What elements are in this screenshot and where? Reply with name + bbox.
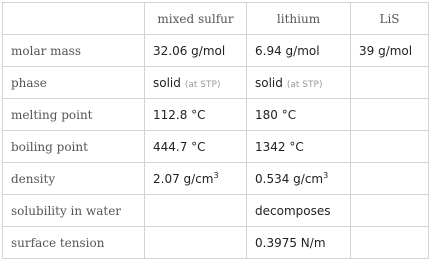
table-cell bbox=[247, 131, 351, 163]
cell-superscript: 3 bbox=[213, 170, 219, 180]
cell-note: (at STP) bbox=[286, 79, 323, 90]
cell-value: 180 °C bbox=[255, 107, 297, 122]
row-label: density bbox=[3, 163, 145, 195]
cell-value: 112.8 °C bbox=[153, 107, 206, 122]
table-cell bbox=[247, 67, 351, 99]
cell-value: 6.94 g/mol bbox=[255, 43, 320, 58]
table-cell bbox=[351, 227, 429, 259]
table-row bbox=[3, 35, 429, 67]
row-label: phase bbox=[3, 67, 145, 99]
table-cell bbox=[145, 131, 247, 163]
table-cell bbox=[145, 35, 247, 67]
table-cell bbox=[351, 131, 429, 163]
row-label: boiling point bbox=[3, 131, 145, 163]
table-body bbox=[3, 35, 429, 259]
cell-value: 2.07 g/cm bbox=[153, 171, 214, 186]
properties-table bbox=[2, 2, 429, 259]
table-cell bbox=[247, 195, 351, 227]
header-cell-empty bbox=[3, 3, 145, 35]
table-cell bbox=[351, 35, 429, 67]
table-row bbox=[3, 195, 429, 227]
row-label: melting point bbox=[3, 99, 145, 131]
table-cell bbox=[247, 99, 351, 131]
table-cell bbox=[145, 67, 247, 99]
table-cell bbox=[247, 35, 351, 67]
cell-value: solid bbox=[255, 75, 283, 90]
table-cell bbox=[351, 67, 429, 99]
table-row bbox=[3, 99, 429, 131]
table-row bbox=[3, 67, 429, 99]
header-row bbox=[3, 3, 429, 35]
table-row bbox=[3, 227, 429, 259]
table-row bbox=[3, 163, 429, 195]
header-cell-mixed-sulfur: mixed sulfur bbox=[145, 3, 247, 35]
table-cell bbox=[145, 227, 247, 259]
header-cell-lithium: lithium bbox=[247, 3, 351, 35]
cell-value: 32.06 g/mol bbox=[153, 43, 226, 58]
cell-value: decomposes bbox=[255, 203, 331, 218]
cell-value: 444.7 °C bbox=[153, 139, 206, 154]
cell-value: 39 g/mol bbox=[359, 43, 413, 58]
table-cell bbox=[145, 163, 247, 195]
cell-superscript: 3 bbox=[323, 170, 329, 180]
header-cell-lis: LiS bbox=[351, 3, 429, 35]
cell-value: 1342 °C bbox=[255, 139, 304, 154]
table-cell bbox=[247, 163, 351, 195]
table-row bbox=[3, 131, 429, 163]
row-label: solubility in water bbox=[3, 195, 145, 227]
table-cell bbox=[351, 163, 429, 195]
table-cell bbox=[145, 195, 247, 227]
cell-value: solid bbox=[153, 75, 181, 90]
table-cell bbox=[145, 99, 247, 131]
cell-value: 0.534 g/cm bbox=[255, 171, 324, 186]
table-cell bbox=[247, 227, 351, 259]
table-cell bbox=[351, 99, 429, 131]
row-label: molar mass bbox=[3, 35, 145, 67]
row-label: surface tension bbox=[3, 227, 145, 259]
cell-note: (at STP) bbox=[184, 79, 221, 90]
cell-value: 0.3975 N/m bbox=[255, 235, 326, 250]
table-cell bbox=[351, 195, 429, 227]
